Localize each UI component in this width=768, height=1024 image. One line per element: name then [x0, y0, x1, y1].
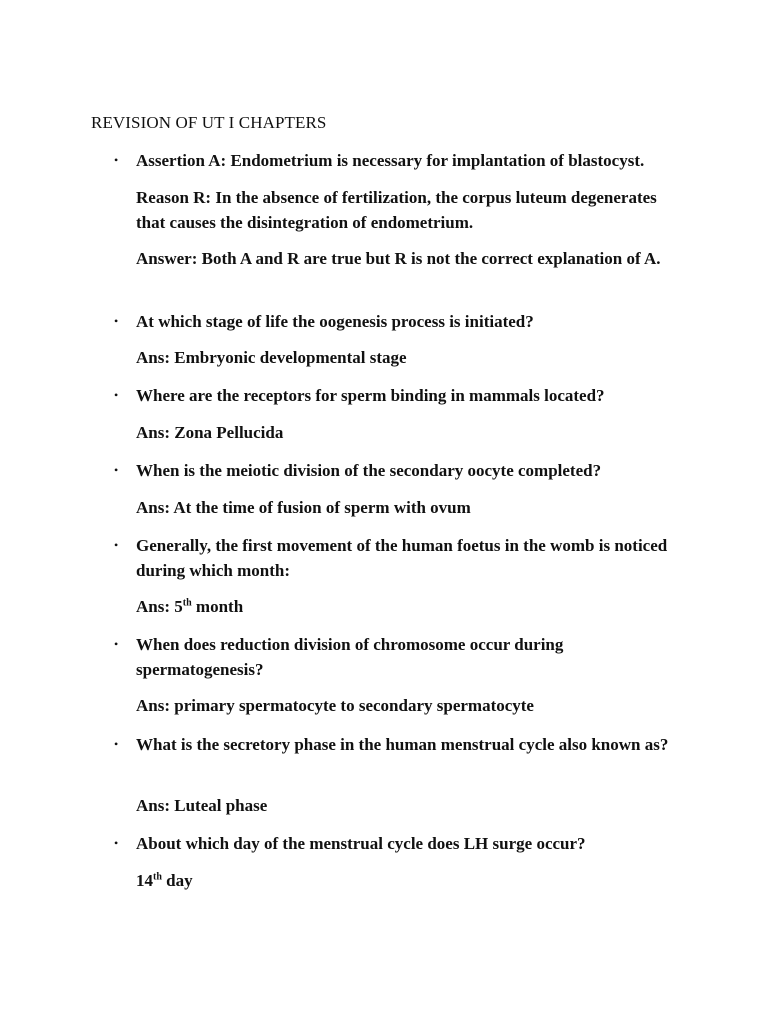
- answer-2: Ans: Embryonic developmental stage: [136, 348, 407, 367]
- answer-8-prefix: 14: [136, 871, 153, 890]
- answer-3: Ans: Zona Pellucida: [136, 423, 284, 442]
- question-5: Generally, the first movement of the human foetus in the womb is noticed during which month:: [136, 536, 668, 580]
- answer-5: [136, 594, 676, 619]
- question-2: At which stage of life the oogenesis process is initiated?: [136, 312, 534, 331]
- answer-6: Ans: primary spermatocyte to secondary spermatocyte: [136, 696, 534, 715]
- bullet-icon: •: [114, 463, 119, 477]
- question-6: When does reduction division of chromosome occur during spermatogenesis?: [136, 635, 564, 679]
- answer-8-sup: th: [153, 871, 162, 883]
- question-1: Assertion A: Endometrium is necessary for implantation of blastocyst.: [136, 151, 645, 170]
- bullet-icon: •: [114, 538, 119, 552]
- answer-1: Answer: Both A and R are true but R is not the correct explanation of A.: [136, 249, 661, 268]
- question-4: When is the meiotic division of the secondary oocyte completed?: [136, 461, 602, 480]
- answer-8-suffix: day: [161, 871, 193, 890]
- bullet-icon: •: [114, 637, 119, 651]
- answer-5-sup: th: [182, 597, 192, 609]
- bullet-icon: •: [114, 314, 119, 328]
- page-title: REVISION OF UT I CHAPTERS: [91, 113, 327, 132]
- answer-4: Ans: At the time of fusion of sperm with ovum: [136, 498, 471, 517]
- bullet-icon: •: [114, 388, 119, 402]
- reason-1: Reason R: In the absence of fertilization, the corpus luteum degenerates that causes the disintegration of endometrium.: [136, 188, 657, 232]
- bullet-icon: •: [114, 836, 119, 850]
- answer-5-prefix: Ans: 5: [136, 597, 183, 616]
- question-3: Where are the receptors for sperm binding in mammals located?: [136, 386, 605, 405]
- question-8: About which day of the menstrual cycle does LH surge occur?: [136, 834, 586, 853]
- bullet-icon: •: [114, 737, 119, 751]
- bullet-icon: •: [114, 153, 119, 167]
- answer-8: [136, 868, 676, 893]
- question-7: What is the secretory phase in the human menstrual cycle also known as?: [136, 735, 669, 754]
- answer-7: Ans: Luteal phase: [136, 796, 268, 815]
- answer-5-suffix: month: [191, 597, 244, 616]
